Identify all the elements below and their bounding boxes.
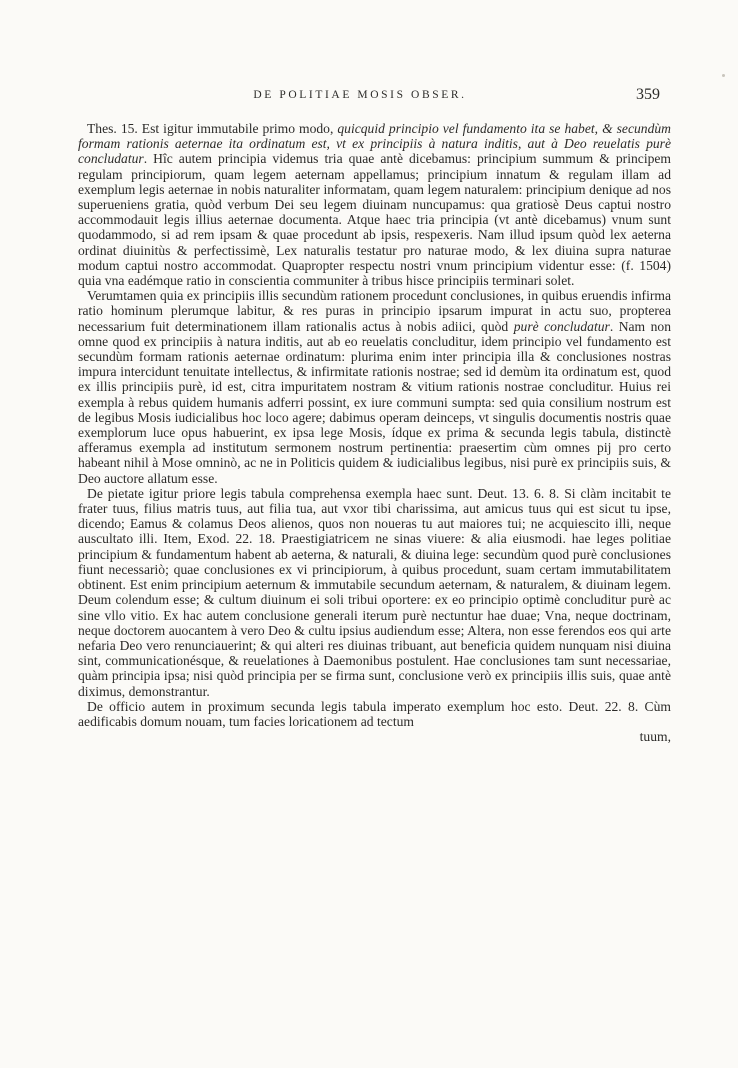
text-segment: De pietate igitur priore legis tabula comprehensa exempla haec sunt. Deut. 13. 6. 8. Si clàm incitabit te frater tuus, filius matris tuus, aut filia tua, aut vxor tibi charissima, aut amicus tuus qui est sicut tu ipse, dicendo; Eamus & colamus Deos alienos, quos non noueras tu aut maiores tui; ne acquiescito illi, neque auscultato illi. Item, Exod. 22. 18. Praestigiatricem ne sinas viuere: & alia eiusmodi. hae leges politiae principium & fundamentum habent ab aeterna, & naturali, & diuina lege: secundùm quod purè conclusiones fiunt necessariò; quae conclusiones ex vi principiorum, à quibus procedunt, suam certam immutabilitatem obtinent. Est enim principium aeternum & immutabile secundum aeternam, & naturalem, & diuinam legem. Deum colendum esse; & cultum diuinum ei soli tribui oportere: ex eo principio optimè concluditur purè ac sine vllo vitio. Ex hac autem conclusione generali iterum purè nectuntur hae duae; Vna, neque doctrinam, neque doctorem auocantem à vero Deo & cultu ipsius audiendum esse; Altera, non esse ferendos eos qui arte nefaria Deo vero renunciauerint; & qui alteri res diuinas tribuant, aut beneficia quidem nunquam nisi diuina sint, communicationésque, & reuelationes à Daemonibus postulent. Hae conclusiones tam sunt necessariae, quàm principia ipsa; nisi quòd principia per se firma sunt, conclusione verò ex principiis illis suis, quae antè diximus, demonstrantur.	[78, 485, 671, 699]
paragraph-de-pietate	[78, 486, 671, 699]
running-title: DE POLITIAE MOSIS OBSER.	[253, 89, 467, 101]
text-segment: . Hîc autem principia videmus tria quae antè dicebamus: principium summum & principem regulam principiorum, quam legem aeternam appellamus; principium innatum & regulam illam ad exemplum legis aeternae in nobis naturaliter informatam, quam legem naturalem: principium denique ad nos superueniens gratia, quòd verbum Dei seu legem diuinam nuncupamus: qua gratiosè Deus captui nostro accommodauit legis illius aeternae documenta. Atque haec tria principia (vt antè dicebamus) vnum sunt quodammodo, si ad rem ipsam & quae procedunt ab ipsis, respexeris. Nam illud ipsum quòd lex aeterna ordinat diuinitùs & perfectissimè, Lex naturalis testatur pro naturae modo, & lex diuina supra naturae modum captui nostro accommodat. Quapropter respectu nostri vnum principium videntur esse: (f. 1504) quia vna eadémque ratio in conscientia communiter à tribus hisce principiis terminari solet.	[78, 151, 671, 289]
text-segment: . Nam non omne quod ex principiis à natura inditis, aut ab eo reuelatis concluditur, idem principio vel fundamento est secundùm formam rationis aeternae ordinatum: plurima enim inter principia illa & conclusiones nostras impura intercidunt tenuitate intellectus, & infirmitate rationis nostrae; sed id demùm ita ordinatum est, quod ex illis principiis purè, id est, citra impuritatem nostram & vitium rationis nostrae concluditur. Huius rei exempla à rebus quidem humanis adferri possint, ex iure communi sumpta: sed quia consilium nostrum est de legibus Mosis iudicialibus hoc loco agere; dabimus operam deinceps, vt singulis documentis nostris quae exemplorum luce opus habuerint, ex ipsa lege Mosis, ídque ex prima & secunda legis tabula, distinctè afferamus exempla ad institutum sermonem nostrum pertinentia: praesertim cùm omnes pij pro certo habeant nihil à Mose omninò, ac ne in Politicis quidem & iudicialibus legibus, nisi purè ex principiis suis, & Deo auctore allatum esse.	[78, 318, 671, 486]
running-head	[60, 86, 660, 106]
page-number: 359	[636, 86, 660, 103]
paragraph-thes-15	[78, 121, 671, 288]
italic-text-segment: quicquid principio vel fundamento ita se habet	[337, 121, 595, 136]
paragraph-verumtamen	[78, 288, 671, 486]
paragraph-de-officio	[78, 699, 671, 729]
text-segment: Verumtamen quia ex principiis illis secundùm rationem procedunt conclusiones, in quibus eruendis infirma ratio hominum plerumque labitur, & res puras in principio ipsarum impurat in actu suo, propterea necessarium fuit determinationem illam rationalis actus à nobis adiici, quòd	[78, 288, 671, 334]
text-segment: De officio autem in proximum secunda legis tabula imperato exemplum hoc esto. Deut. 22. 8. Cùm aedificabis domum nouam, tum facies loricationem ad tectum	[78, 698, 671, 729]
text-segment: Thes. 15. Est igitur immutabile primo modo,	[87, 121, 338, 136]
catchword: tuum,	[639, 729, 671, 745]
italic-text-segment: aut à Deo reuelatis purè concludatur	[78, 136, 671, 167]
italic-text-segment: purè concludatur	[513, 318, 610, 334]
italic-text-segment: & secundùm formam rationis aeternae ita ordinatum est, vt ex principiis à natura inditis	[78, 121, 671, 152]
paper-speck	[722, 74, 725, 77]
text-segment: ,	[594, 121, 603, 136]
text-segment: ,	[517, 136, 528, 152]
body-text	[78, 121, 671, 744]
